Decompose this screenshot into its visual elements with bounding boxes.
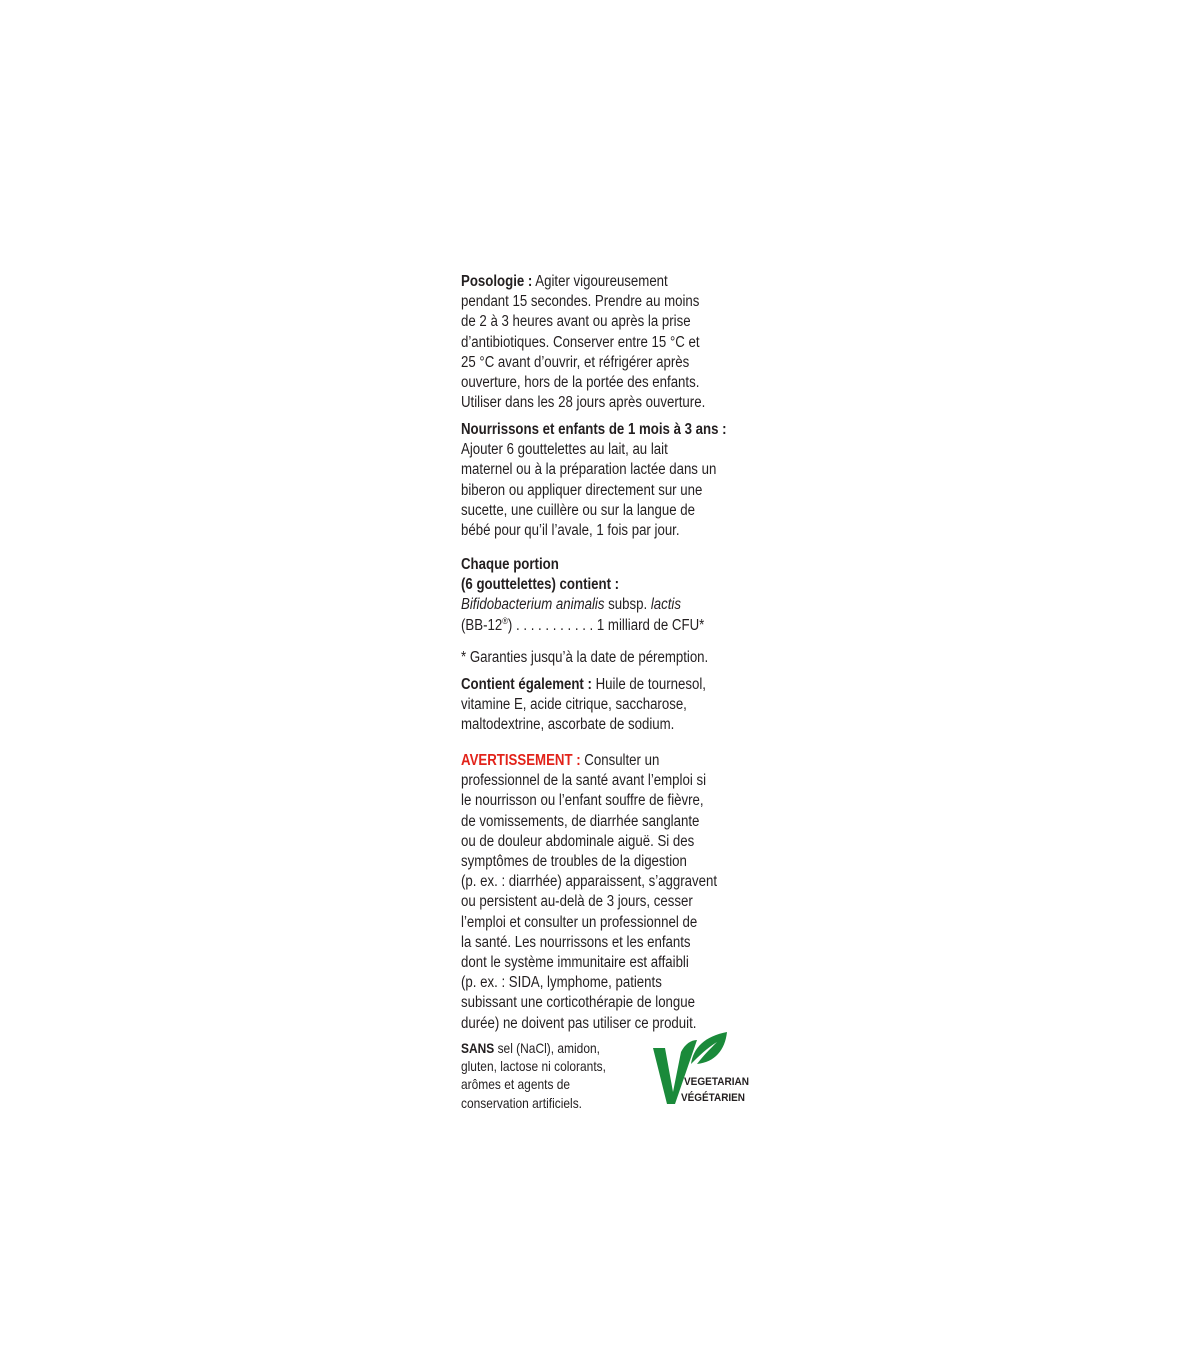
logo-text-english: VEGETARIAN <box>684 1076 750 1088</box>
dosage-line: ouverture, hors de la portée des enfants. <box>461 374 700 392</box>
also-contains-line: maltodextrine, ascorbate de sodium. <box>461 716 675 734</box>
infants-section <box>461 420 745 541</box>
subsp-text: subsp. <box>604 596 651 614</box>
serving-heading-line2: (6 gouttelettes) contient : <box>461 576 620 594</box>
warning-line: le nourrisson ou l’enfant souffre de fièvre, <box>461 792 704 810</box>
also-contains-line: vitamine E, acide citrique, saccharose, <box>461 696 687 714</box>
dosage-line: de 2 à 3 heures avant ou après la prise <box>461 313 691 331</box>
warning-line: ou de douleur abdominale aiguë. Si des <box>461 832 695 850</box>
free-from-heading: SANS <box>461 1041 495 1056</box>
infants-line: sucette, une cuillère ou sur la langue de <box>461 501 696 519</box>
dosage-line: 25 °C avant d’ouvrir, et réfrigérer après <box>461 353 690 371</box>
free-from-line: arômes et agents de <box>461 1077 571 1093</box>
dosage-section <box>461 272 745 413</box>
free-from-line: conservation artificiels. <box>461 1095 583 1111</box>
species-name: Bifidobacterium animalis <box>461 596 605 614</box>
warning-line: de vomissements, de diarrhée sanglante <box>461 812 700 830</box>
warning-line: la santé. Les nourrissons et les enfants <box>461 933 691 951</box>
logo-text-french: VÉGÉTARIEN <box>681 1092 752 1104</box>
warning-line: l’emploi et consulter un professionnel de <box>461 913 698 931</box>
warning-line: dont le système immunitaire est affaibli <box>461 954 689 972</box>
dosage-heading: Posologie : <box>461 273 533 290</box>
warning-section <box>461 751 745 1034</box>
strain-code-prefix: (BB-12 <box>461 616 503 634</box>
strain-amount: ) . . . . . . . . . . . 1 milliard de CFU* <box>507 616 705 634</box>
infants-line: biberon ou appliquer directement sur une <box>461 481 703 499</box>
also-contains-section <box>461 675 745 736</box>
registered-mark: ® <box>502 615 508 626</box>
warning-line: ou persistent au-delà de 3 jours, cesser <box>461 893 693 911</box>
free-from-line: gluten, lactose ni colorants, <box>461 1059 606 1075</box>
warning-line: professionnel de la santé avant l’emploi si <box>461 772 707 790</box>
guarantee-note <box>461 648 745 668</box>
serving-heading-line1: Chaque portion <box>461 556 559 573</box>
infants-line: bébé pour qu’il l’avale, 1 fois par jour. <box>461 522 680 540</box>
free-from-section <box>461 1040 637 1113</box>
dosage-line: Utiliser dans les 28 jours après ouverture. <box>461 394 706 412</box>
free-from-line: sel (NaCl), amidon, <box>494 1041 600 1056</box>
warning-line: (p. ex. : SIDA, lymphome, patients <box>461 974 662 992</box>
strain-name: lactis <box>650 596 681 614</box>
warning-line: subissant une corticothérapie de longue <box>461 994 696 1012</box>
dosage-line: d’antibiotiques. Conserver entre 15 °C et <box>461 333 700 351</box>
warning-line: durée) ne doivent pas utiliser ce produit. <box>461 1014 697 1032</box>
warning-line: symptômes de troubles de la digestion <box>461 853 687 871</box>
guarantee-text: * Garanties jusqu’à la date de péremption. <box>461 649 709 666</box>
vegetarian-logo <box>651 1030 761 1110</box>
dosage-line: Agiter vigoureusement <box>532 273 668 290</box>
warning-heading: AVERTISSEMENT : <box>461 752 581 769</box>
infants-line: maternel ou à la préparation lactée dans un <box>461 461 717 479</box>
also-contains-heading: Contient également : <box>461 676 592 693</box>
leaf-icon <box>691 1032 727 1064</box>
serving-section <box>461 555 745 636</box>
dosage-line: pendant 15 secondes. Prendre au moins <box>461 293 700 311</box>
warning-line: (p. ex. : diarrhée) apparaissent, s’aggravent <box>461 873 718 891</box>
infants-line: Ajouter 6 gouttelettes au lait, au lait <box>461 441 668 459</box>
infants-heading: Nourrissons et enfants de 1 mois à 3 ans : <box>461 421 727 438</box>
also-contains-line: Huile de tournesol, <box>591 676 706 693</box>
warning-line: Consulter un <box>580 752 660 769</box>
